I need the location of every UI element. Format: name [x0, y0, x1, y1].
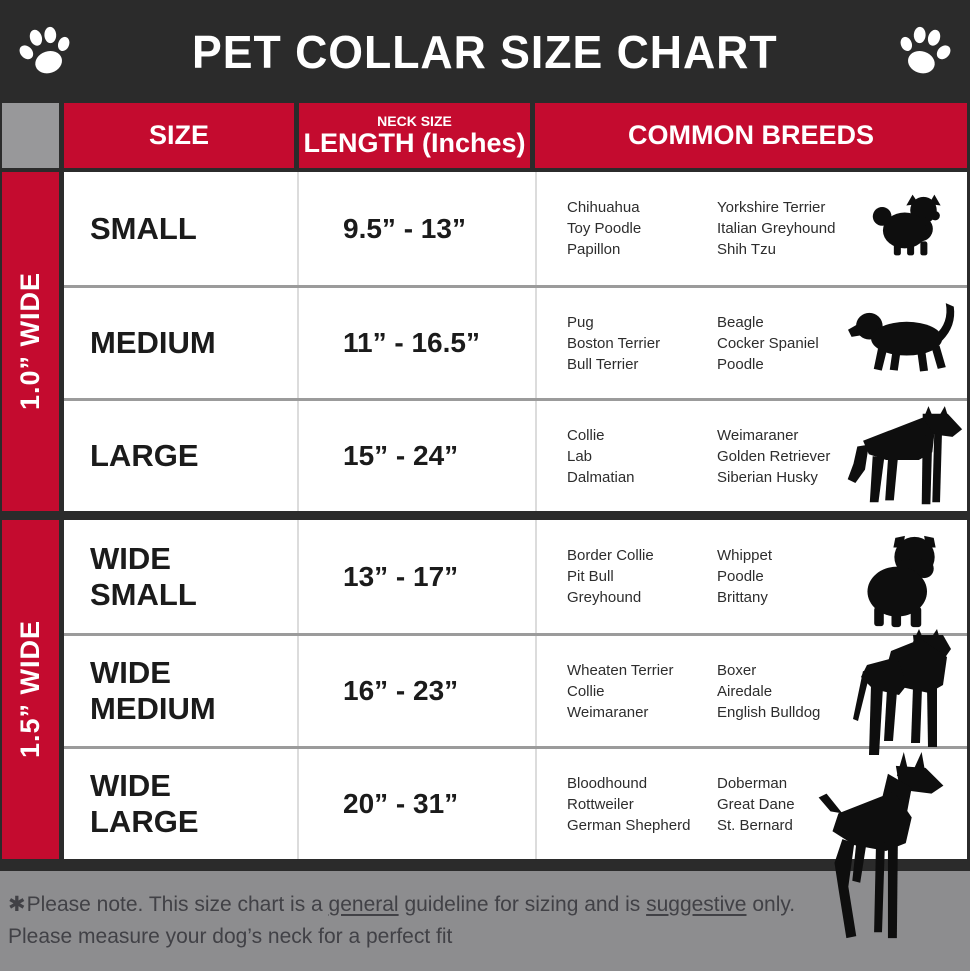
- size-label: WIDE SMALL: [90, 540, 197, 612]
- breed-name: Boston Terrier: [567, 334, 661, 352]
- table-row: [64, 633, 967, 746]
- column-header-breeds: [535, 103, 967, 168]
- bulldog-silhouette-icon: [853, 534, 953, 630]
- size-table: [0, 103, 970, 859]
- paw-icon: [8, 13, 82, 90]
- breed-name: German Shepherd: [567, 816, 691, 834]
- neck-range-cell: [299, 520, 537, 633]
- neck-range-value: 11” - 16.5”: [343, 327, 480, 358]
- breeds-column-b: [717, 545, 867, 608]
- neck-range-value: 13” - 17”: [343, 560, 459, 592]
- column-header-length: [299, 103, 530, 168]
- breeds-column-a: [567, 660, 717, 723]
- breed-name: Dalmatian: [567, 468, 635, 486]
- breeds-column-a: [567, 312, 717, 375]
- breed-name: Weimaraner: [567, 703, 649, 721]
- corner-block: [2, 103, 59, 168]
- neck-range-cell: [299, 401, 537, 511]
- breeds-column-a: [567, 545, 717, 608]
- breed-name: Shih Tzu: [717, 241, 776, 258]
- asterisk: ✱: [8, 893, 26, 916]
- page-title: PET COLLAR SIZE CHART: [192, 25, 778, 78]
- breed-name: Airedale: [717, 682, 773, 700]
- breed-name: Great Dane: [717, 795, 795, 813]
- breed-name: Golden Retriever: [717, 447, 831, 465]
- size-cell: [64, 520, 299, 633]
- breed-name: Collie: [567, 426, 605, 444]
- footer-underlined-word: suggestive: [646, 893, 747, 916]
- doberman-silhouette-icon: [800, 752, 965, 955]
- footer-underlined-word: general: [328, 893, 399, 916]
- breed-name: Cocker Spaniel: [717, 334, 819, 352]
- table-header-row: [2, 103, 967, 168]
- header-bar: [0, 0, 970, 103]
- footer-text-segment: Please note. This size chart is a: [26, 893, 329, 916]
- paw-icon: [888, 13, 962, 90]
- breed-name: Poodle: [717, 355, 764, 373]
- group-rows: [64, 172, 967, 511]
- size-label: WIDE MEDIUM: [90, 655, 216, 726]
- breed-name: Wheaten Terrier: [567, 661, 674, 679]
- footer-text-segment: guideline for sizing and is: [398, 893, 647, 916]
- breeds-column-a: [567, 425, 717, 488]
- size-cell: [64, 401, 299, 511]
- breed-name: Siberian Husky: [717, 468, 818, 486]
- footer-text-segment: only.: [746, 893, 796, 916]
- breed-name: Yorkshire Terrier: [717, 199, 826, 216]
- size-cell: [64, 172, 299, 285]
- breed-name: Bull Terrier: [567, 355, 639, 373]
- size-cell: [64, 749, 299, 859]
- size-cell: [64, 636, 299, 746]
- breeds-column-a: [567, 773, 717, 836]
- neck-range-cell: [299, 636, 537, 746]
- width-group-1-inch: [2, 172, 967, 511]
- size-label: LARGE: [90, 438, 199, 474]
- breeds-column-a: [567, 197, 717, 260]
- table-row: [64, 520, 967, 633]
- breed-name: Doberman: [717, 774, 788, 792]
- breeds-column-b: [717, 197, 867, 260]
- table-row: [64, 398, 967, 511]
- neck-range-cell: [299, 749, 537, 859]
- size-cell: [64, 288, 299, 398]
- footer-note-line2: Please measure your dog’s neck for a perfect fit: [8, 925, 453, 948]
- breed-name: Pug: [567, 313, 594, 331]
- breed-name: Collie: [567, 682, 605, 700]
- breed-name: St. Bernard: [717, 816, 793, 834]
- width-rail: [2, 520, 59, 859]
- table-row: [64, 172, 967, 285]
- neck-range-cell: [299, 172, 537, 285]
- breed-name: English Bulldog: [717, 703, 821, 721]
- size-label: WIDE LARGE: [90, 768, 199, 839]
- breed-name: Papillon: [567, 241, 621, 258]
- neck-size-label: NECK SIZE: [377, 113, 452, 129]
- breed-name: Brittany: [717, 589, 768, 606]
- breed-name: Weimaraner: [717, 426, 799, 444]
- breed-name: Whippet: [717, 547, 773, 564]
- pit-bull-silhouette-icon: [845, 628, 965, 760]
- width-rail: [2, 172, 59, 511]
- size-label: SMALL: [90, 210, 197, 246]
- breed-name: Chihuahua: [567, 199, 640, 216]
- breed-name: Toy Poodle: [567, 220, 642, 237]
- column-header-size: [64, 103, 294, 168]
- breed-name: Bloodhound: [567, 774, 648, 792]
- width-rail-label: 1.5” WIDE: [15, 620, 45, 759]
- breed-name: Greyhound: [567, 589, 642, 606]
- neck-range-value: 9.5” - 13”: [343, 212, 466, 244]
- beagle-silhouette-icon: [845, 296, 963, 376]
- breed-name: Border Collie: [567, 547, 654, 564]
- breed-name: Italian Greyhound: [717, 220, 836, 237]
- breed-name: Beagle: [717, 313, 764, 331]
- size-header-label: SIZE: [148, 120, 209, 150]
- group-divider: [2, 511, 967, 520]
- breed-name: Boxer: [717, 661, 757, 679]
- neck-range-cell: [299, 288, 537, 398]
- neck-range-value: 15” - 24”: [343, 440, 459, 471]
- width-rail-label: 1.0” WIDE: [15, 272, 45, 411]
- length-header-label: LENGTH (Inches): [303, 128, 526, 158]
- neck-range-value: 16” - 23”: [343, 675, 459, 706]
- pomeranian-silhouette-icon: [872, 186, 950, 264]
- german-shepherd-silhouette-icon: [840, 406, 965, 512]
- breed-name: Rottweiler: [567, 795, 634, 813]
- breeds-header-label: COMMON BREEDS: [627, 120, 874, 150]
- neck-range-value: 20” - 31”: [343, 788, 459, 819]
- table-row: [64, 285, 967, 398]
- breed-name: Pit Bull: [567, 568, 614, 585]
- breed-name: Poodle: [717, 568, 764, 585]
- breed-name: Lab: [567, 447, 593, 465]
- size-label: MEDIUM: [90, 325, 216, 361]
